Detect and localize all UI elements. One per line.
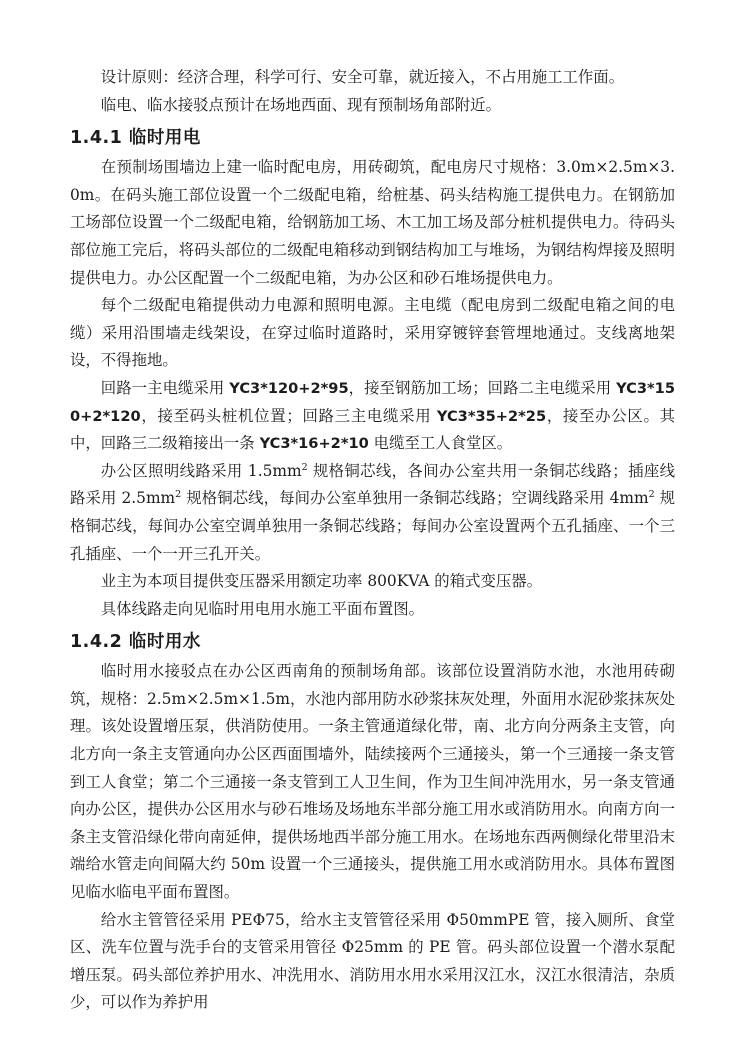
office-wiring-specs: 办公区照明线路采用 $1.5mm^2$ 规格铜芯线，各间办公室共用一条铜芯线路；插座线路采用 $2.5mm^2$ 规格铜芯线，每间办公室单独用一条铜芯线路；空调线路采用 $4mm^2$ 规格铜芯线，每间办公室空调单独用一条铜芯线路；每间办公室设置两个五孔插座、一个三孔插座、一个一开三孔开关。 xyxy=(70,461,675,563)
section-1-4-1: 1.4.1 临时用电 xyxy=(70,128,201,149)
temporary-power-distribution-room: 在预制场围墙边上建一临时配电房，用砖砌筑，配电房尺寸规格：3.0m×2.5m×3.0m。在码头施工部位设置一个二级配电箱，给桩基、码头结构施工提供电力。在钢筋加工场部位设置一个二级配电箱，给钢筋加工场、木工加工场及部分桩机提供电力。待码头部位施工完后，将码头部位的二级配电箱移动到钢结构加工与堆场，为钢结构焊接及照明提供电力。办公区配置一个二级配电箱，为办公区和砂石堆场提供电力。 xyxy=(70,158,675,287)
water-pipe-specs: 给水主管管径采用 PEΦ75，给水主支管管径采用 Φ50mmPE 管，接入厕所、食堂区、洗车位置与洗手台的支管采用管径 Φ25mm 的 PE 管。码头部位设置一个潜水泵配增压泵。码头部位养护用水、冲洗用水、消防用水用水采用汉江水，汉江水很清洁，杂质少，可以作为养护用 xyxy=(70,910,675,1012)
power-layout-reference: 具体线路走向见临时用电用水施工平面布置图。 xyxy=(100,599,425,618)
document-content xyxy=(70,64,675,1017)
intro-connection-point: 临电、临水接驳点预计在场地西面、现有预制场角部附近。 xyxy=(100,95,501,114)
transformer-spec: 业主为本项目提供变压器采用额定功率 800KVA 的箱式变压器。 xyxy=(100,572,543,591)
main-cable-routing: 每个二级配电箱提供动力电源和照明电源。主电缆（配电房到二级配电箱之间的电缆）采用沿围墙走线架设，在穿过临时道路时，采用穿镀锌套管埋地通过。支线离地架设，不得拖地。 xyxy=(70,296,675,370)
intro-design-principle: 设计原则：经济合理，科学可行、安全可靠，就近接入，不占用施工工作面。 xyxy=(100,68,625,86)
section-1-4-2: 1.4.2 临时用水 xyxy=(70,632,201,653)
circuit-cable-specs: 回路一主电缆采用 YC3*120+2*95，接至钢筋加工场；回路二主电缆采用 YC3*150+2*120，接至码头桩机位置；回路三主电缆采用 YC3*35+2*25，接至办公区。其中，回路三二级箱接出一条 YC3*16+2*10 电缆至工人食堂区。 xyxy=(70,378,675,453)
temporary-water-layout: 临时用水接驳点在办公区西南角的预制场角部。该部位设置消防水池，水池用砖砌筑，规格：2.5m×2.5m×1.5m，水池内部用防水砂浆抹灰处理，外面用水泥砂浆抹灰处理。该处设置增压泵，供消防使用。一条主管通道绿化带，南、北方向分两条主支管，向北方向一条主支管通向办公区西面围墙外，陆续接两个三通接头，第一个三通接一条支管到工人食堂；第二个三通接一条支管到工人卫生间，作为卫生间冲洗用水，另一条支管通向办公区，提供办公区用水与砂石堆场及场地东半部分施工用水或消防用水。向南方向一条主支管沿绿化带向南延伸，提供场地西半部分施工用水。在场地东西两侧绿化带里沿末端给水管走向间隔大约 50m 设置一个三通接头，提供施工用水或消防用水。具体布置图见临水临电平面布置图。 xyxy=(70,662,675,902)
